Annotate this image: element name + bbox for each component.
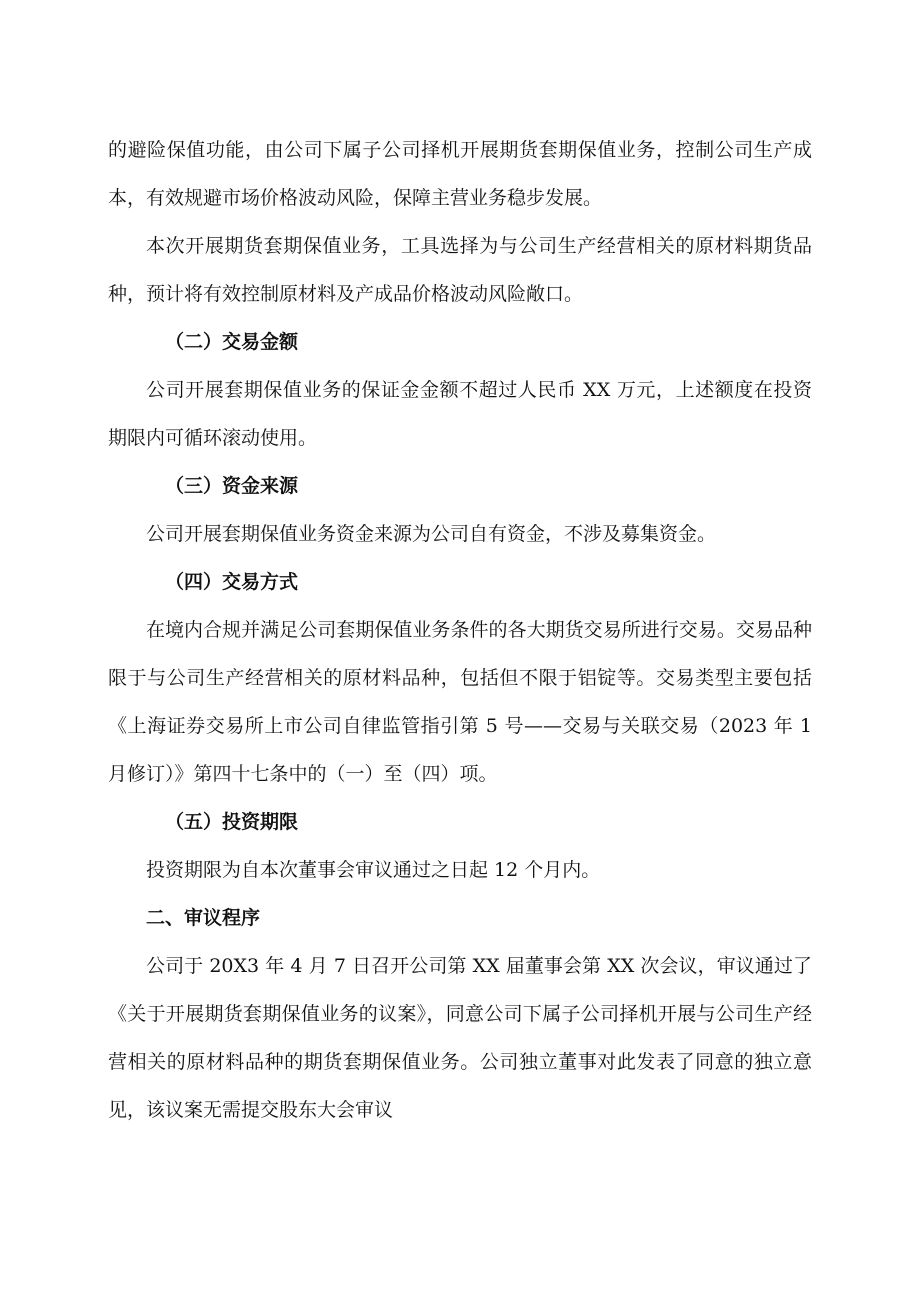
heading-trade-method: （四）交易方式 [165,571,299,593]
paragraph-trade-method: 在境内合规并满足公司套期保值业务条件的各大期货交易所进行交易。交易品种限于与公司生产经营相关的原材料品种，包括但不限于铝锭等。交易类型主要包括《上海证券交易所上市公司自律监管指引第 5 号——交易与关联交易（2023 年 1 月修订）》第四十七条中的（一）至（四）项。 [108,619,812,785]
document-body [108,126,812,1134]
heading-investment-period: （五）投资期限 [165,811,299,833]
heading-review-procedure: 二、审议程序 [146,907,261,929]
paragraph-hedging-purpose: 的避险保值功能，由公司下属子公司择机开展期货套期保值业务，控制公司生产成本，有效规避市场价格波动风险，保障主营业务稳步发展。 [108,139,812,209]
paragraph-investment-period: 投资期限为自本次董事会审议通过之日起 12 个月内。 [146,859,601,881]
heading-fund-source: （三）资金来源 [165,475,299,497]
paragraph-fund-source: 公司开展套期保值业务资金来源为公司自有资金，不涉及募集资金。 [146,523,717,545]
paragraph-trade-amount: 公司开展套期保值业务的保证金金额不超过人民币 XX 万元，上述额度在投资期限内可循环滚动使用。 [108,379,812,449]
paragraph-hedging-tools: 本次开展期货套期保值业务，工具选择为与公司生产经营相关的原材料期货品种，预计将有效控制原材料及产成品价格波动风险敞口。 [108,235,812,305]
heading-trade-amount: （二）交易金额 [165,331,299,353]
paragraph-review-procedure: 公司于 20X3 年 4 月 7 日召开公司第 XX 届董事会第 XX 次会议，审议通过了《关于开展期货套期保值业务的议案》，同意公司下属子公司择机开展与公司生产经营相关的原材料品种的期货套期保值业务。公司独立董事对此发表了同意的独立意见，该议案无需提交股东大会审议 [108,955,812,1121]
